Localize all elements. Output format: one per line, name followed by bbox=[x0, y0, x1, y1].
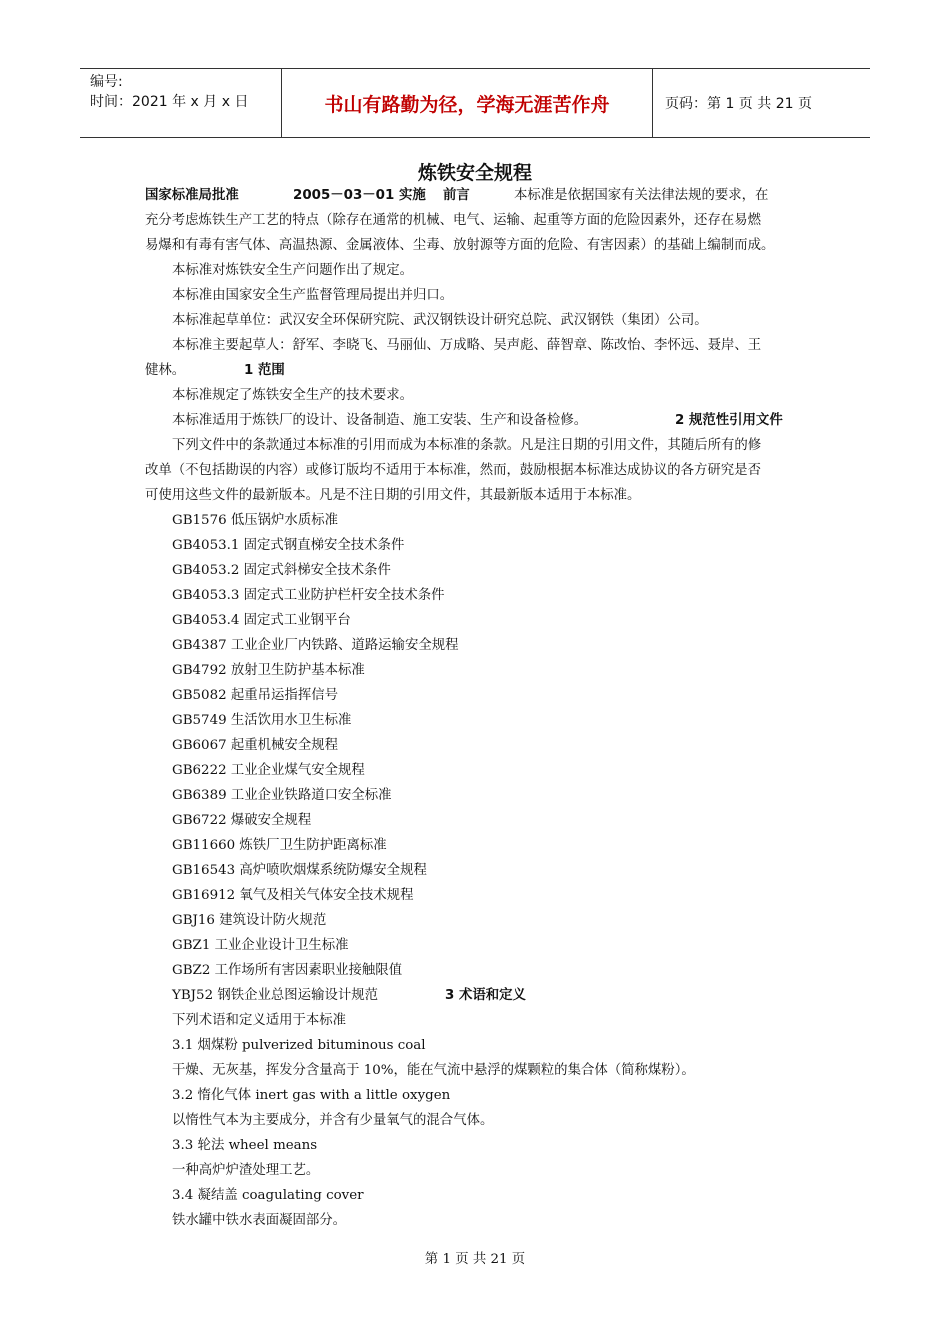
term-line: 3.4 凝结盖 coagulating cover bbox=[172, 1188, 364, 1203]
term-line: 3.2 惰化气体 inert gas with a little oxygen bbox=[172, 1088, 451, 1103]
section-3-heading: 3 术语和定义 bbox=[445, 988, 526, 1003]
body-line: 下列文件中的条款通过本标准的引用而成为本标准的条款。凡是注日期的引用文件，其随后所有的修 bbox=[172, 438, 762, 453]
body-line: 充分考虑炼铁生产工艺的特点（除存在通常的机械、电气、运输、起重等方面的危险因素外，还存在易燃 bbox=[145, 213, 761, 228]
header-left-cell bbox=[80, 69, 282, 137]
body-line: 本标准是依据国家有关法律法规的要求，在 bbox=[514, 188, 769, 203]
ref-item: GB6389 工业企业铁路道口安全标准 bbox=[172, 788, 392, 803]
ref-item: GB5749 生活饮用水卫生标准 bbox=[172, 713, 352, 728]
section-1-heading: 1 范围 bbox=[244, 363, 285, 378]
term-line: 一种高炉炉渣处理工艺。 bbox=[172, 1163, 320, 1178]
section-2-heading: 2 规范性引用文件 bbox=[675, 413, 783, 428]
ref-item: GB4053.1 固定式钢直梯安全技术条件 bbox=[172, 538, 405, 553]
ref-item: GB4053.4 固定式工业钢平台 bbox=[172, 613, 351, 628]
ref-item: GB1576 低压锅炉水质标准 bbox=[172, 513, 338, 528]
approved-by: 国家标准局批准 bbox=[145, 188, 239, 203]
body-line: 改单（不包括勘误的内容）或修订版均不适用于本标准，然而，鼓励根据本标准达成协议的各方研究是否 bbox=[145, 463, 761, 478]
ref-item: GB4387 工业企业厂内铁路、道路运输安全规程 bbox=[172, 638, 459, 653]
header-table bbox=[80, 68, 870, 138]
body-line: 本标准起草单位：武汉安全环保研究院、武汉钢铁设计研究总院、武汉钢铁（集团）公司。 bbox=[172, 313, 708, 328]
foreword-heading: 前言 bbox=[443, 188, 470, 203]
ref-item: YBJ52 钢铁企业总图运输设计规范 bbox=[172, 988, 379, 1003]
body-line: 可使用这些文件的最新版本。凡是不注日期的引用文件，其最新版本适用于本标准。 bbox=[145, 488, 641, 503]
body-line: 健林。 bbox=[145, 363, 186, 378]
ref-item: GBZ2 工作场所有害因素职业接触限值 bbox=[172, 963, 403, 978]
ref-item: GB4792 放射卫生防护基本标准 bbox=[172, 663, 365, 678]
body-line: 易爆和有毒有害气体、高温热源、金属液体、尘毒、放射源等方面的危险、有害因素）的基础上编制而成。 bbox=[145, 238, 775, 253]
body-line: 本标准对炼铁安全生产问题作出了规定。 bbox=[172, 263, 414, 278]
ref-item: GB6067 起重机械安全规程 bbox=[172, 738, 338, 753]
ref-item: GB4053.3 固定式工业防护栏杆安全技术条件 bbox=[172, 588, 445, 603]
doc-time-label: 时间：2021 年 x 月 x 日 bbox=[90, 94, 249, 110]
term-line: 以惰性气本为主要成分，并含有少量氧气的混合气体。 bbox=[172, 1113, 494, 1128]
body-line: 本标准主要起草人：舒军、李晓飞、马丽仙、万成略、吴声彪、薛智章、陈改怡、李怀远、聂岸、王 bbox=[172, 338, 762, 353]
ref-item: GB16912 氧气及相关气体安全技术规程 bbox=[172, 888, 414, 903]
ref-item: GB6722 爆破安全规程 bbox=[172, 813, 312, 828]
doc-number-label: 编号: bbox=[90, 74, 123, 90]
term-line: 铁水罐中铁水表面凝固部分。 bbox=[172, 1213, 347, 1228]
page-footer: 第 1 页 共 21 页 bbox=[424, 1252, 526, 1267]
ref-item: GB4053.2 固定式斜梯安全技术条件 bbox=[172, 563, 391, 578]
term-line: 干燥、无灰基，挥发分含量高于 10%，能在气流中悬浮的煤颗粒的集合体（简称煤粉）。 bbox=[172, 1063, 695, 1078]
page-title: 炼铁安全规程 bbox=[417, 162, 532, 184]
term-line: 下列术语和定义适用于本标准 bbox=[172, 1013, 347, 1028]
ref-item: GBZ1 工业企业设计卫生标准 bbox=[172, 938, 349, 953]
ref-item: GB6222 工业企业煤气安全规程 bbox=[172, 763, 365, 778]
body-line: 本标准规定了炼铁安全生产的技术要求。 bbox=[172, 388, 414, 403]
ref-item: GB11660 炼铁厂卫生防护距离标准 bbox=[172, 838, 387, 853]
header-motto: 书山有路勤为径，学海无涯苦作舟 bbox=[282, 69, 653, 137]
implementation-date: 2005－03－01 实施 bbox=[293, 188, 426, 203]
ref-item: GB5082 起重吊运指挥信号 bbox=[172, 688, 338, 703]
ref-item: GB16543 高炉喷吹烟煤系统防爆安全规程 bbox=[172, 863, 427, 878]
body-line: 本标准由国家安全生产监督管理局提出并归口。 bbox=[172, 288, 454, 303]
term-line: 3.3 轮法 wheel means bbox=[172, 1138, 318, 1153]
header-page-label: 页码：第 1 页 共 21 页 bbox=[665, 96, 812, 112]
term-line: 3.1 烟煤粉 pulverized bituminous coal bbox=[172, 1038, 426, 1053]
body-line: 本标准适用于炼铁厂的设计、设备制造、施工安装、生产和设备检修。 bbox=[172, 413, 588, 428]
ref-item: GBJ16 建筑设计防火规范 bbox=[172, 913, 327, 928]
